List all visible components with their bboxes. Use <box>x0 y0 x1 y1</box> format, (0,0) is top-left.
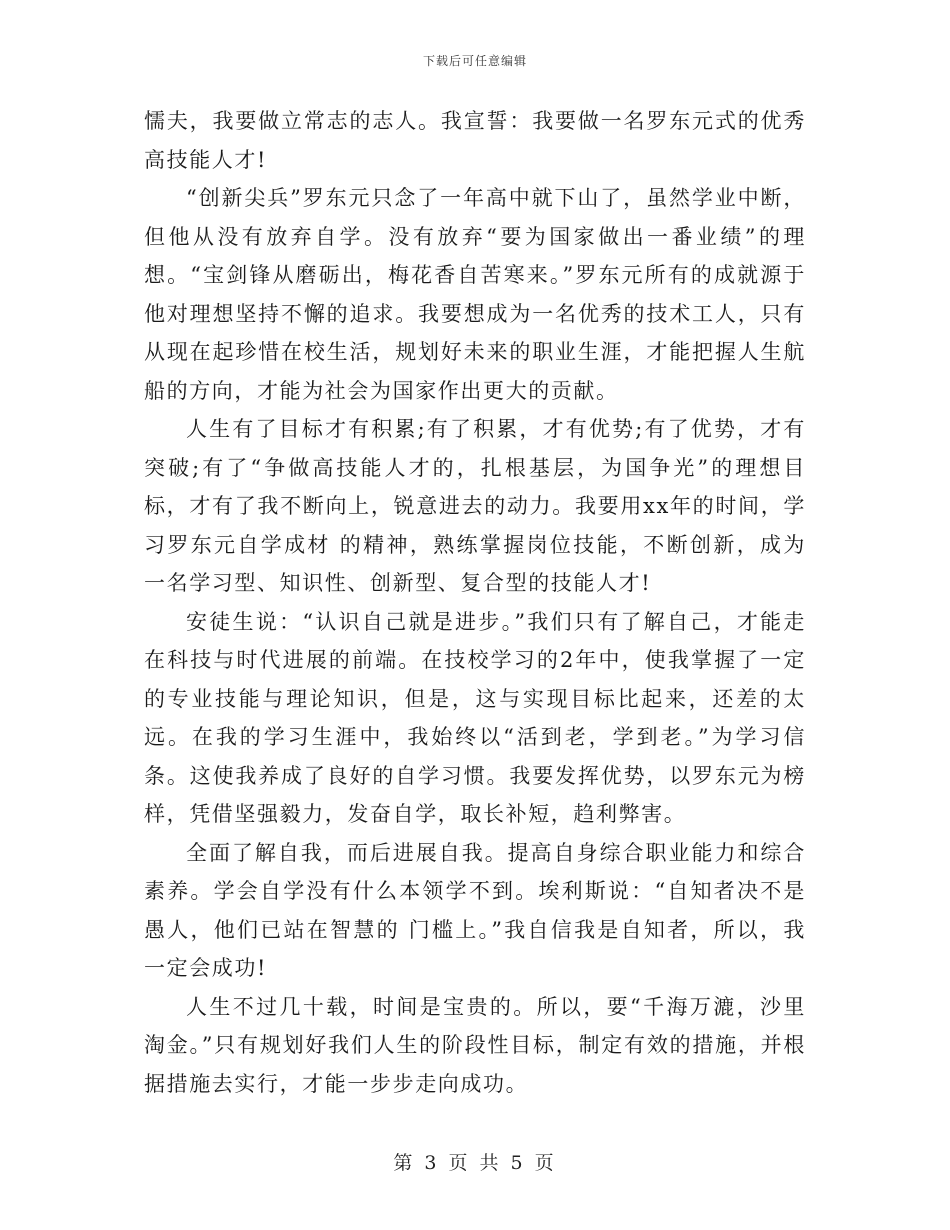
paragraph-6: 人生不过几十载，时间是宝贵的。所以，要“千海万漉，沙里淘金。”只有规划好我们人生的阶段性目标，制定有效的措施，并根据措施去实行，才能一步步走向成功。 <box>144 994 806 1096</box>
paragraph-3: 人生有了目标才有积累;有了积累，才有优势;有了优势，才有突破;有了“争做高技能人才的，扎根基层，为国争光”的理想目标，才有了我不断向上，锐意进去的动力。我要用xx年的时间，学习罗东元自学成材 的精神，熟练掌握岗位技能，不断创新，成为一名学习型、知识性、创新型、复合型的技能人才! <box>144 417 806 595</box>
page-number: 第 3 页 共 5 页 <box>393 1152 557 1174</box>
paragraph-5: 全面了解自我，而后进展自我。提高自身综合职业能力和综合素养。学会自学没有什么本领学不到。埃利斯说：“自知者决不是愚人，他们已站在智慧的 门槛上。”我自信我是自知者，所以，我一定会成功! <box>144 840 806 980</box>
paragraph-4: 安徒生说：“认识自己就是进步。”我们只有了解自己，才能走在科技与时代进展的前端。在技校学习的2年中，使我掌握了一定的专业技能与理论知识，但是，这与实现目标比起来，还差的太远。在我的学习生涯中，我始终以“活到老，学到老。”为学习信条。这使我养成了良好的自学习惯。我要发挥优势，以罗东元为榜样，凭借坚强毅力，发奋自学，取长补短，趋利弊害。 <box>144 609 806 826</box>
paragraph-2: “创新尖兵”罗东元只念了一年高中就下山了，虽然学业中断，但他从没有放弃自学。没有放弃“要为国家做出一番业绩”的理想。“宝剑锋从磨砺出，梅花香自苦寒来。”罗东元所有的成就源于他对理想坚持不懈的追求。我要想成为一名优秀的技术工人，只有从现在起珍惜在校生活，规划好未来的职业生涯，才能把握人生航船的方向，才能为社会为国家作出更大的贡献。 <box>144 186 806 403</box>
paragraph-1: 懦夫，我要做立常志的志人。我宣誓：我要做一名罗东元式的优秀高技能人才! <box>144 109 806 172</box>
page-header-note: 下载后可任意编辑 <box>422 54 527 68</box>
document-body <box>144 102 806 1103</box>
